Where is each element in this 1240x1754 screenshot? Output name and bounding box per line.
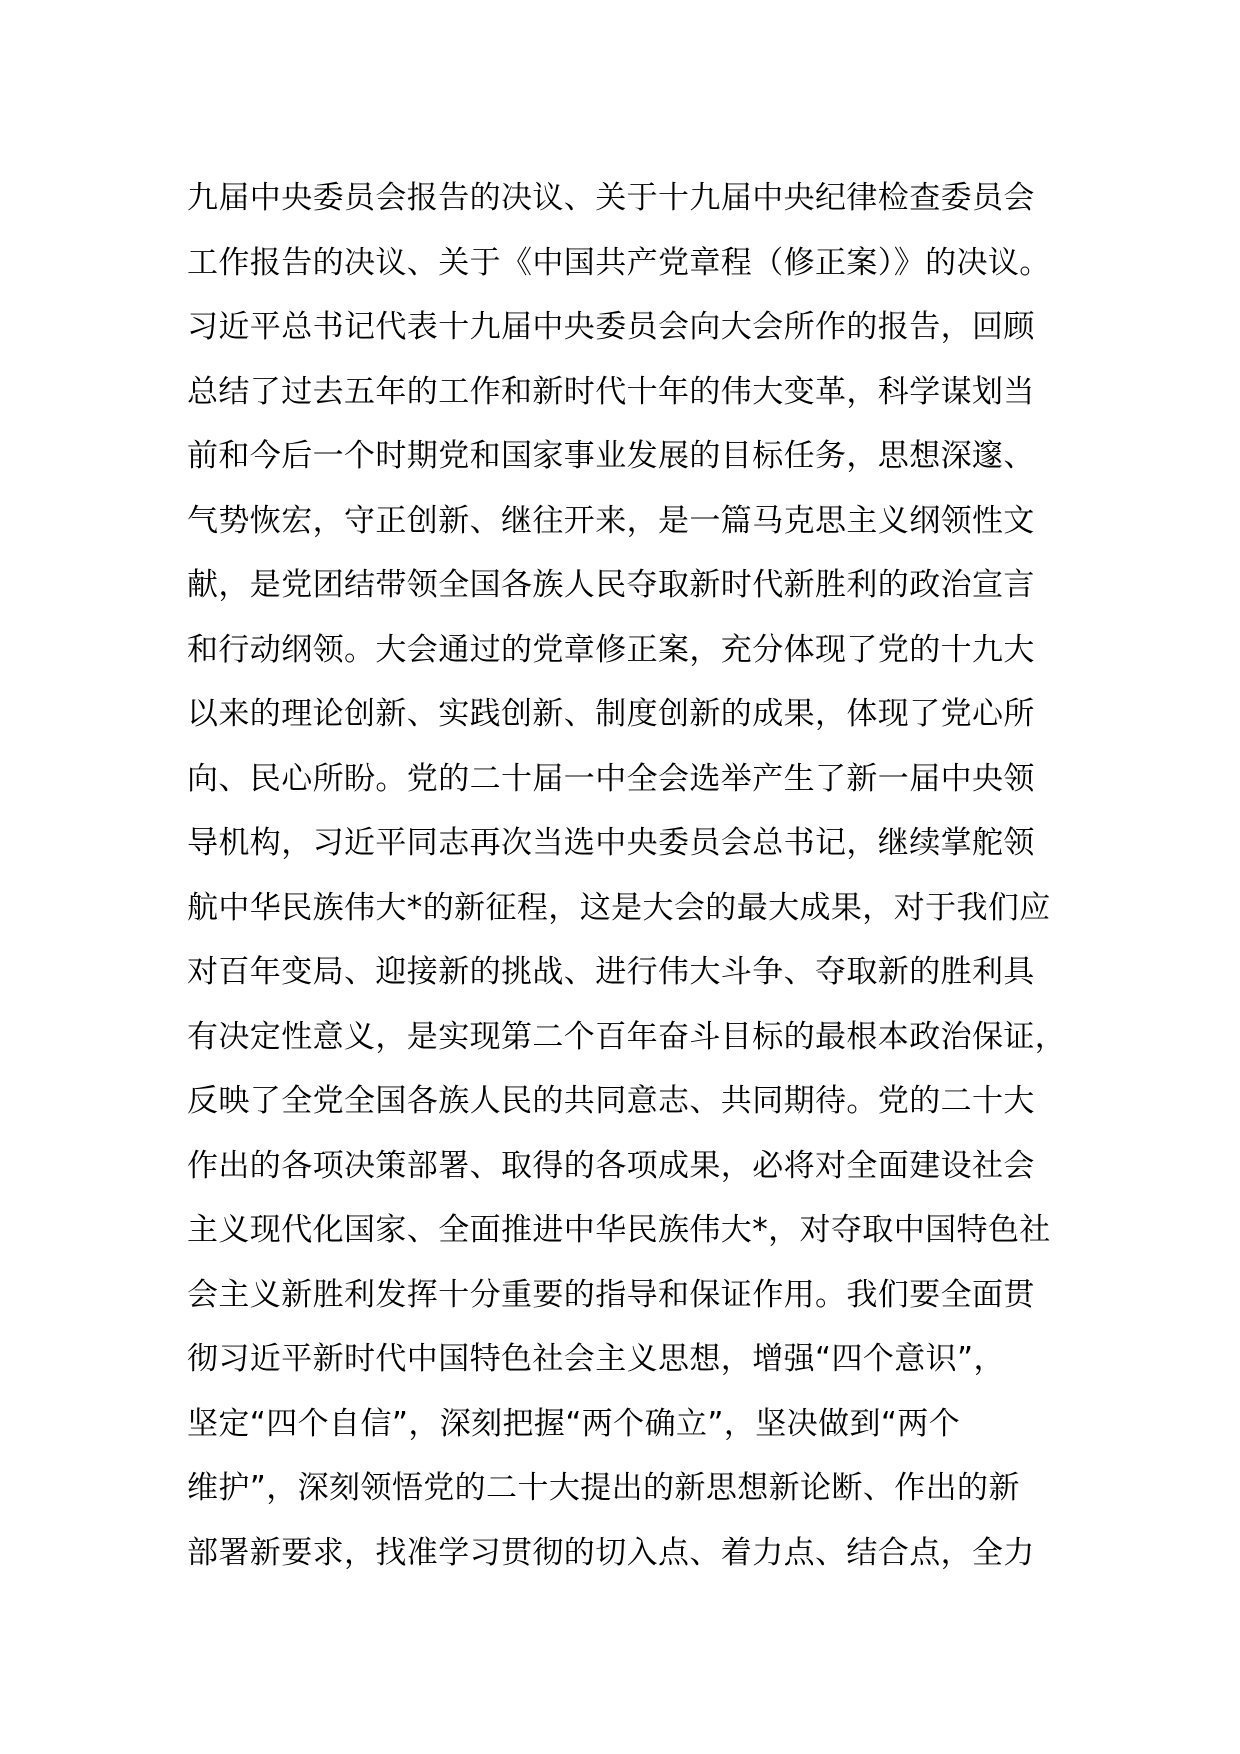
text-line: 气势恢宏，守正创新、继往开来，是一篇马克思主义纲领性文 — [187, 502, 1035, 539]
text-line: 九届中央委员会报告的决议、关于十九届中央纪律检查委员会 — [187, 180, 1035, 216]
text-line: 反映了全党全国各族人民的共同意志、共同期待。党的二十大 — [187, 1083, 1035, 1119]
body-text — [187, 166, 1087, 1585]
text-line: 工作报告的决议、关于《中国共产党章程（修正案）》的决议。 — [187, 244, 1051, 281]
text-line: 航中华民族伟大*的新征程，这是大会的最大成果，对于我们应 — [187, 889, 1051, 926]
text-line: 部署新要求，找准学习贯彻的切入点、着力点、结合点，全力 — [187, 1534, 1035, 1571]
text-line: 坚定“四个自信”，深刻把握“两个确立”，坚决做到“两个 — [187, 1405, 961, 1442]
text-line: 彻习近平新时代中国特色社会主义思想，增强“四个意识”， — [187, 1341, 1005, 1377]
text-line: 会主义新胜利发挥十分重要的指导和保证作用。我们要全面贯 — [187, 1276, 1035, 1313]
text-line: 献，是党团结带领全国各族人民夺取新时代新胜利的政治宣言 — [187, 567, 1035, 603]
text-line: 有决定性意义，是实现第二个百年奋斗目标的最根本政治保证， — [187, 1018, 1067, 1055]
text-line: 和行动纲领。大会通过的党章修正案，充分体现了党的十九大 — [187, 631, 1035, 668]
text-line: 总结了过去五年的工作和新时代十年的伟大变革，科学谋划当 — [187, 373, 1035, 410]
text-line: 习近平总书记代表十九届中央委员会向大会所作的报告，回顾 — [187, 309, 1035, 345]
text-line: 作出的各项决策部署、取得的各项成果，必将对全面建设社会 — [187, 1147, 1035, 1184]
text-line: 导机构，习近平同志再次当选中央委员会总书记，继续掌舵领 — [187, 825, 1035, 861]
text-line: 对百年变局、迎接新的挑战、进行伟大斗争、夺取新的胜利具 — [187, 954, 1035, 990]
text-line: 主义现代化国家、全面推进中华民族伟大*，对夺取中国特色社 — [187, 1212, 1051, 1248]
text-line: 维护”，深刻领悟党的二十大提出的新思想新论断、作出的新 — [187, 1470, 1020, 1506]
text-line: 以来的理论创新、实践创新、制度创新的成果，体现了党心所 — [187, 696, 1035, 732]
text-line: 向、民心所盼。党的二十届一中全会选举产生了新一届中央领 — [187, 760, 1035, 797]
text-line: 前和今后一个时期党和国家事业发展的目标任务，思想深邃、 — [187, 438, 1035, 474]
